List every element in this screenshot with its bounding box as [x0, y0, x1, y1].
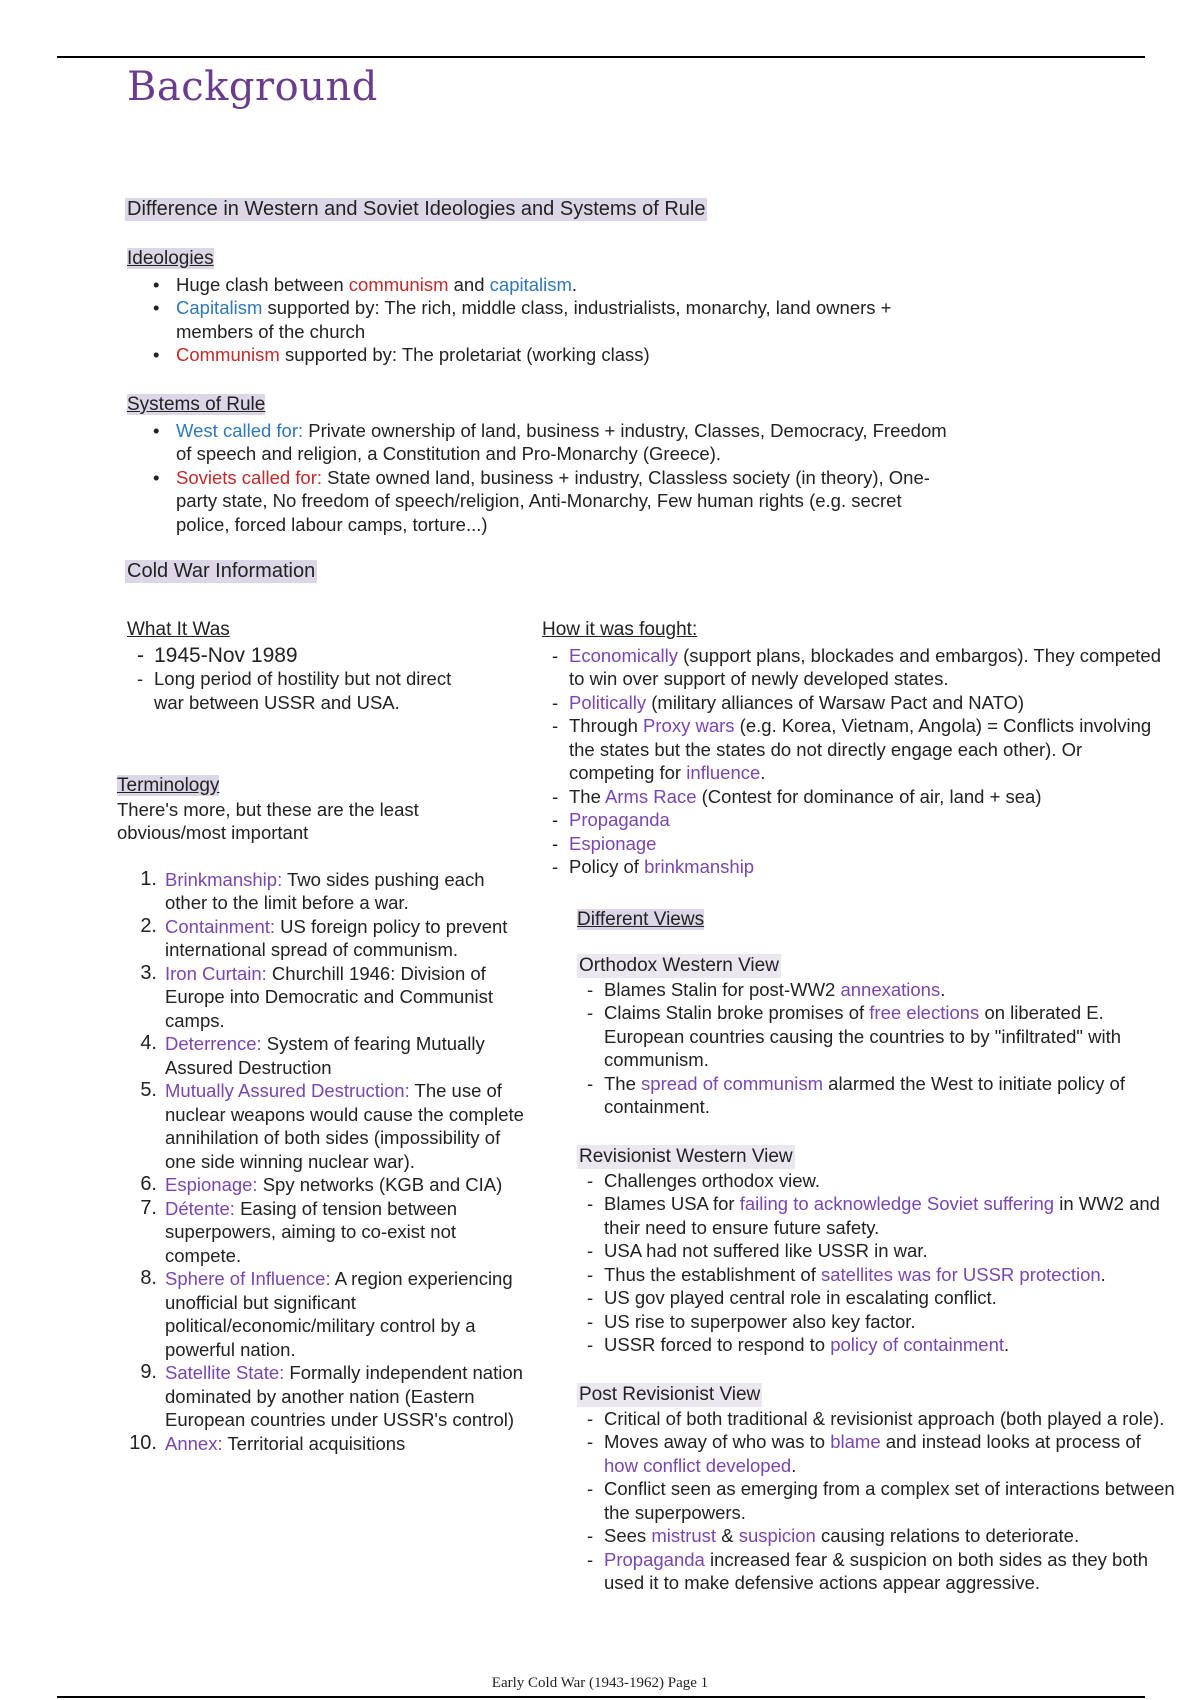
list-item [577, 1333, 1172, 1357]
section-heading-ideologies-systems: Difference in Western and Soviet Ideologies and Systems of Rule [127, 198, 706, 220]
text: (e.g. Korea, Vietnam, Angola) = Conflicts involving the states but the states do not directly engage each other). Or competing for [569, 715, 1152, 783]
list-item [577, 1548, 1177, 1595]
definition: Territorial acquisitions [222, 1432, 406, 1454]
post-revisionist-view-heading: Post Revisionist View [579, 1384, 761, 1405]
term-capitalism: capitalism [489, 273, 572, 295]
item-number: 3. [140, 961, 157, 984]
how-fought-block [542, 617, 1167, 879]
list-item: - Challenges orthodox view. [577, 1169, 1172, 1193]
definition: The use of nuclear weapons would cause the complete annihilation of both sides (impossibility of one side winning nuclear war). [165, 1080, 524, 1172]
term: Proxy wars [643, 715, 735, 736]
text: Policy of [569, 856, 645, 877]
text: (support plans, blockades and embargos). They competed to win over support of newly developed states. [569, 644, 1161, 689]
text: Private ownership of land, business + industry, Classes, Democracy, Freedom of speech and religion, a Constitution and Pro-Monarchy (Greece). [176, 419, 947, 464]
term: suspicion [738, 1525, 816, 1546]
revisionist-view-list [577, 1169, 1172, 1357]
what-it-was-heading: What It Was [127, 619, 230, 640]
text: increased fear & suspicion on both sides as they both used it to make defensive actions appear aggressive. [604, 1548, 1149, 1593]
definition: US foreign policy to prevent international spread of communism. [165, 915, 508, 960]
systems-block [127, 392, 947, 536]
orthodox-view-list [577, 978, 1172, 1119]
section-heading-cold-war-info: Cold War Information [127, 560, 316, 582]
definition: A region experiencing unofficial but significant political/economic/military control by a powerful nation. [165, 1268, 513, 1360]
orthodox-view-block [577, 953, 1172, 1119]
term-capitalism: Capitalism [176, 297, 263, 318]
text: Blames USA for [604, 1193, 740, 1214]
list-item [577, 1263, 1172, 1287]
term: Propaganda [569, 809, 670, 830]
term-item [117, 962, 527, 1033]
item-number: 10. [129, 1431, 157, 1454]
how-fought-list [542, 644, 1167, 879]
text: State owned land, business + industry, Classless society (in theory), One-party state, No freedom of speech/religion, Anti-Monarchy, Few human rights (e.g. secret police, forced labour camps, torture...) [176, 466, 930, 535]
list-item [577, 1072, 1172, 1119]
top-rule [57, 56, 1145, 58]
term-item [117, 1079, 527, 1173]
item-number: 9. [140, 1361, 157, 1383]
text: The [604, 1072, 642, 1094]
revisionist-view-heading: Revisionist Western View [579, 1146, 793, 1167]
term-communism: Communism [176, 344, 280, 365]
definition: Churchill 1946: Division of Europe into Democratic and Communist camps. [165, 962, 494, 1031]
term: Satellite State: [165, 1362, 285, 1383]
text: . [791, 1454, 797, 1476]
text: & [716, 1525, 739, 1546]
text: Through [569, 715, 644, 736]
text: . [940, 978, 946, 1000]
term-west: West called for: [176, 419, 304, 441]
bottom-rule [57, 1696, 1145, 1698]
text: Huge clash between [176, 273, 349, 295]
term-item [117, 1361, 527, 1432]
list-item [542, 691, 1167, 715]
term: Propaganda [604, 1548, 705, 1570]
list-item [127, 419, 947, 466]
text: . [571, 273, 578, 295]
term-item [117, 915, 527, 962]
term: Politically [569, 691, 647, 713]
list-item [127, 296, 947, 343]
text: alarmed the West to initiate policy of containment. [604, 1072, 1125, 1117]
list-item: - US gov played central role in escalating conflict. [577, 1286, 1172, 1310]
different-views-heading: Different Views [577, 909, 705, 930]
term: spread of communism [641, 1072, 824, 1094]
term: influence [686, 762, 761, 783]
list-item [542, 785, 1167, 809]
post-revisionist-view-block [577, 1382, 1177, 1595]
systems-list [127, 419, 947, 537]
systems-heading: Systems of Rule [127, 394, 266, 415]
term: Sphere of Influence: [165, 1268, 331, 1289]
term: Economically [569, 644, 678, 666]
term: policy of containment [830, 1334, 1005, 1355]
list-item: - Critical of both traditional & revisionist approach (both played a role). [577, 1407, 1177, 1431]
what-it-was-list [127, 644, 457, 715]
text: and instead looks at process of [880, 1431, 1141, 1452]
term: Espionage [569, 832, 657, 854]
item-number: 2. [140, 914, 157, 937]
list-item: - USA had not suffered like USSR in war. [577, 1239, 1172, 1263]
term: Annex: [165, 1432, 223, 1454]
term: brinkmanship [644, 856, 755, 877]
item-number: 4. [140, 1032, 157, 1054]
list-item [577, 978, 1172, 1002]
term-item [117, 1267, 527, 1361]
term-communism: communism [348, 273, 449, 295]
list-item [127, 273, 947, 297]
orthodox-view-heading: Orthodox Western View [579, 955, 779, 976]
ideologies-block [127, 246, 947, 367]
text: The [569, 785, 605, 807]
list-item [577, 1430, 1177, 1477]
definition: Easing of tension between superpowers, aiming to co-exist not compete. [165, 1197, 458, 1266]
ideologies-list [127, 273, 947, 367]
item-number: 6. [140, 1173, 157, 1195]
text: on liberated E. European countries causing the countries to by "infiltrated" with communism. [604, 1002, 1122, 1070]
term-item [117, 1197, 527, 1268]
text: (military alliances of Warsaw Pact and NATO) [646, 691, 1025, 713]
term: Espionage: [165, 1174, 258, 1195]
page-title: Background [127, 64, 378, 110]
text: Blames Stalin for post-WW2 [604, 978, 841, 1000]
term: free elections [869, 1002, 980, 1023]
list-item: - US rise to superpower also key factor. [577, 1310, 1172, 1334]
term: blame [830, 1431, 881, 1452]
terminology-list [117, 868, 527, 1456]
text: . [1100, 1263, 1106, 1285]
terminology-intro: There's more, but these are the least obvious/most important [117, 798, 419, 843]
list-item [542, 714, 1167, 785]
term: failing to acknowledge Soviet suffering [739, 1193, 1055, 1214]
term: Détente: [165, 1197, 235, 1219]
definition: Two sides pushing each other to the limit before a war. [165, 868, 485, 913]
list-item [577, 1192, 1172, 1239]
definition: System of fearing Mutually Assured Destruction [165, 1033, 485, 1078]
term: annexations [840, 978, 941, 1000]
term: mistrust [651, 1525, 717, 1546]
term: Mutually Assured Destruction: [165, 1080, 410, 1101]
term-item [117, 868, 527, 915]
list-item: - 1945-Nov 1989 [127, 644, 457, 668]
text: (Contest for dominance of air, land + sea) [696, 785, 1042, 807]
list-item [127, 343, 947, 367]
item-number: 1. [140, 867, 157, 890]
list-item [542, 832, 1167, 856]
term-item [117, 1032, 527, 1079]
text: Thus the establishment of [604, 1263, 821, 1285]
post-revisionist-view-list [577, 1407, 1177, 1595]
item-number: 5. [140, 1079, 157, 1101]
term-item [117, 1432, 527, 1456]
list-item [127, 466, 947, 537]
text: causing relations to deteriorate. [815, 1525, 1080, 1546]
what-it-was-block [127, 617, 457, 714]
term: Iron Curtain: [165, 962, 267, 984]
definition: Formally independent nation dominated by another nation (Eastern European countries under USSR's control) [165, 1362, 523, 1430]
page-footer: Early Cold War (1943-1962) Page 1 [491, 1675, 709, 1691]
list-item [542, 644, 1167, 691]
term-item [117, 1173, 527, 1197]
term: how conflict developed [604, 1454, 792, 1476]
ideologies-heading: Ideologies [127, 248, 214, 269]
list-item: - Long period of hostility but not direct war between USSR and USA. [127, 667, 457, 714]
term: Containment: [165, 915, 276, 937]
term: Deterrence: [165, 1033, 262, 1054]
text: . [1004, 1334, 1010, 1355]
text: . [760, 762, 766, 783]
different-views-block [577, 907, 704, 932]
list-item [542, 808, 1167, 832]
term: Arms Race [605, 785, 697, 807]
item-number: 8. [140, 1267, 157, 1289]
text: Claims Stalin broke promises of [604, 1002, 870, 1023]
terminology-heading: Terminology [117, 775, 220, 796]
text: Moves away of who was to [604, 1431, 831, 1452]
term-soviets: Soviets called for: [176, 466, 323, 488]
revisionist-view-block [577, 1144, 1172, 1357]
list-item [577, 1524, 1177, 1548]
term: satellites was for USSR protection [820, 1263, 1101, 1285]
item-number: 7. [140, 1196, 157, 1219]
text: in WW2 and their need to ensure future safety. [604, 1193, 1160, 1238]
list-item [577, 1001, 1172, 1072]
terminology-block [117, 773, 527, 1455]
term: Brinkmanship: [165, 868, 283, 890]
definition: Spy networks (KGB and CIA) [257, 1174, 503, 1195]
text: and [448, 273, 490, 295]
how-fought-heading: How it was fought: [542, 619, 698, 640]
text: supported by: The proletariat (working class) [279, 344, 650, 365]
list-item: - Conflict seen as emerging from a complex set of interactions between the superpowers. [577, 1477, 1177, 1524]
text: USSR forced to respond to [604, 1334, 831, 1355]
text: supported by: The rich, middle class, industrialists, monarchy, land owners + members of the church [176, 297, 892, 342]
text: Sees [604, 1525, 652, 1546]
list-item [542, 855, 1167, 879]
